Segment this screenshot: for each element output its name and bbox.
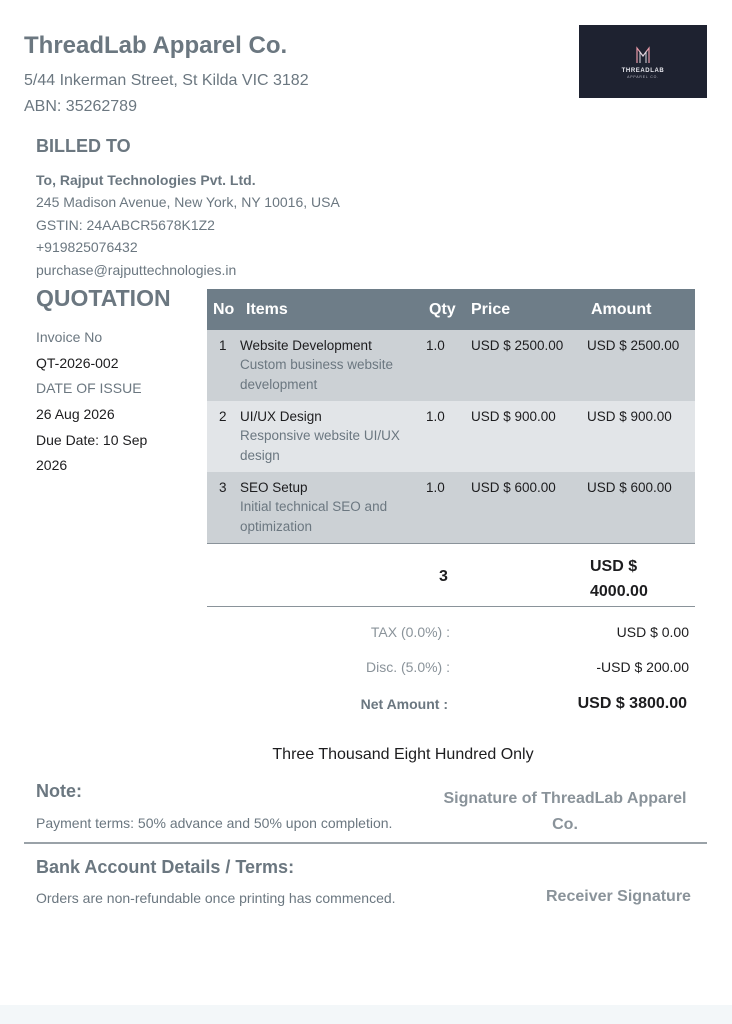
item-name: SEO Setup [240,480,308,495]
row-price: USD $ 2500.00 [465,330,579,401]
header-qty: Qty [423,289,465,330]
header-items: Items [240,289,423,330]
company-signature-label: Signature of ThreadLab Apparel Co. [443,790,687,833]
billed-to-address: 245 Madison Avenue, New York, NY 10016, USA [36,194,340,210]
row-amount: USD $ 900.00 [579,401,695,472]
row-price: USD $ 600.00 [465,472,579,543]
amount-in-words: Three Thousand Eight Hundred Only [272,746,534,763]
items-table [207,289,695,543]
note-text: Payment terms: 50% advance and 50% upon completion. [36,815,393,831]
company-address: 5/44 Inkerman Street, St Kilda VIC 3182 [24,72,309,89]
total-amount: USD $ 4000.00 [590,558,648,600]
invoice-no-value: QT-2026-002 [36,355,119,371]
tax-value: USD $ 0.00 [616,624,689,640]
section-divider [24,842,707,844]
billed-to-email: purchase@rajputtechnologies.in [36,262,237,278]
receiver-signature-label: Receiver Signature [546,888,691,905]
company-abn: ABN: 35262789 [24,98,137,115]
total-qty: 3 [439,568,448,585]
row-qty: 1.0 [423,472,465,543]
row-amount: USD $ 600.00 [579,472,695,543]
row-item [240,330,423,401]
table-header-row [207,289,695,330]
company-logo [579,25,707,98]
invoice-no-label: Invoice No [36,329,103,345]
due-date-line-2: 2026 [36,457,68,473]
logo-text: THREADLAB [621,67,665,74]
item-name: UI/UX Design [240,409,322,424]
header-amount: Amount [579,289,695,330]
row-amount: USD $ 2500.00 [579,330,695,401]
row-price: USD $ 900.00 [465,401,579,472]
page-bottom-band [0,1005,732,1024]
row-no: 2 [207,401,240,472]
item-description: Custom business website development [240,357,394,392]
table-row [207,401,695,472]
tax-label: TAX (0.0%) : [370,624,450,640]
table-row [207,330,695,401]
item-name: Website Development [240,338,372,353]
row-item [240,401,423,472]
row-no: 1 [207,330,240,401]
table-total-row [207,543,695,607]
item-description: Initial technical SEO and optimization [240,499,388,534]
logo-subtext: APPAREL CO. [627,74,659,79]
net-amount-label: Net Amount : [360,696,448,712]
billed-to-gstin: GSTIN: 24AABCR5678K1Z2 [36,217,215,233]
note-title: Note: [36,781,82,801]
quotation-title: QUOTATION [36,285,171,311]
bank-details-title: Bank Account Details / Terms: [36,857,295,877]
bank-terms-text: Orders are non-refundable once printing has commenced. [36,890,396,906]
header-price: Price [465,289,579,330]
discount-label: Disc. (5.0%) : [365,659,450,675]
discount-value: -USD $ 200.00 [596,659,689,675]
row-item [240,472,423,543]
row-no: 3 [207,472,240,543]
row-qty: 1.0 [423,401,465,472]
row-qty: 1.0 [423,330,465,401]
threadlab-logo-icon [632,45,654,65]
billed-to-title: BILLED TO [36,136,131,156]
due-date-line-1: Due Date: 10 Sep [36,432,148,448]
company-name: ThreadLab Apparel Co. [24,32,288,59]
date-of-issue-value: 26 Aug 2026 [36,406,115,422]
billed-to-name: To, Rajput Technologies Pvt. Ltd. [36,172,256,188]
table-row [207,472,695,543]
item-description: Responsive website UI/UX design [240,428,400,463]
billed-to-phone: +919825076432 [36,239,138,255]
header-no: No [207,289,240,330]
date-of-issue-label: DATE OF ISSUE [36,380,142,396]
net-amount-value: USD $ 3800.00 [577,695,687,712]
